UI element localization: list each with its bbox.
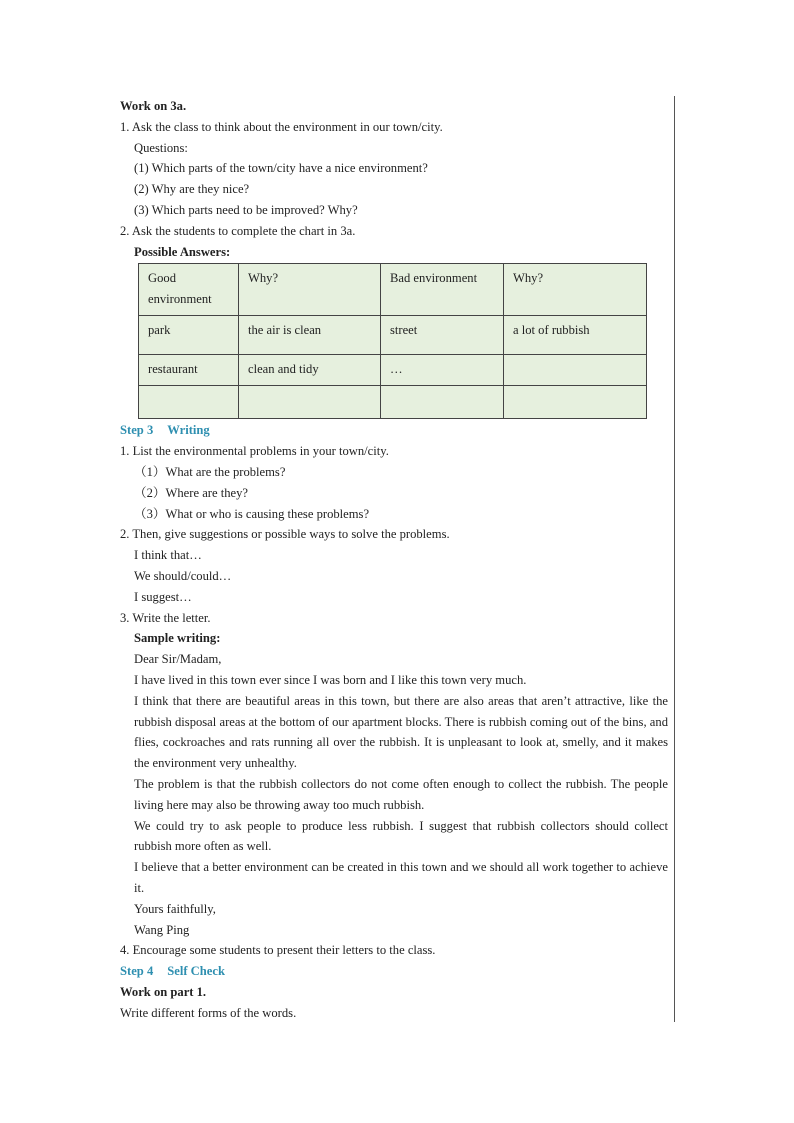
phrase-2: We should/could… [134, 568, 232, 583]
questions-label: Questions: [134, 140, 188, 155]
chart-header-cell: Why? [239, 264, 381, 316]
item-1: 1. Ask the class to think about the environment in our town/city. [120, 119, 443, 134]
phrase-1: I think that… [134, 548, 202, 563]
step3-heading [120, 420, 668, 441]
step3-sub-1: （1）What are the problems? [134, 464, 286, 479]
chart-cell [381, 386, 504, 419]
sample-writing-label: Sample writing: [134, 631, 221, 646]
chart-row [139, 355, 647, 386]
item-2: 2. Ask the students to complete the chart in 3a. [120, 223, 356, 238]
chart-cell [504, 355, 647, 386]
step3-title: Writing [167, 423, 210, 438]
chart-header-cell: Good environment [139, 264, 239, 316]
chart-row [139, 316, 647, 355]
step3-item-3: 3. Write the letter. [120, 610, 211, 625]
chart-cell [139, 386, 239, 419]
step4-label: Step 4 [120, 964, 154, 979]
letter-paragraph: The problem is that the rubbish collectors do not come often enough to collect the rubbish. The people living here may also be throwing away too much rubbish. [134, 776, 668, 812]
question-2: (2) Why are they nice? [134, 182, 250, 197]
letter-paragraph: We could try to ask people to produce less rubbish. I suggest that rubbish collectors should collect rubbish more often as well. [134, 818, 668, 854]
chart-cell: restaurant [139, 355, 239, 386]
step3-sub-3: （3）What or who is causing these problems? [134, 506, 370, 521]
letter-greeting: Dear Sir/Madam, [134, 652, 222, 667]
question-3: (3) Which parts need to be improved? Why? [134, 202, 358, 217]
chart-cell: the air is clean [239, 316, 381, 355]
possible-answers-label: Possible Answers: [134, 244, 231, 259]
letter-paragraph: I think that there are beautiful areas in this town, but there are also areas that aren’t attractive, like the rubbish disposal areas at the bottom of our apartment blocks. There is rubbish coming out of the bins, and flies, cockroaches and rats running all over the rubbish. It is unpleasant to look at, smelly, and it makes the environment very unhealthy. [134, 693, 668, 771]
chart-cell: clean and tidy [239, 355, 381, 386]
step3-item-2: 2. Then, give suggestions or possible ways to solve the problems. [120, 527, 450, 542]
section-title: Work on 3a. [120, 99, 187, 113]
chart-cell [504, 386, 647, 419]
chart-cell: … [381, 355, 504, 386]
letter-paragraph: I believe that a better environment can be created in this town and we should all work together to achieve it. [134, 860, 668, 895]
answer-chart [138, 263, 647, 419]
phrase-3: I suggest… [134, 589, 192, 604]
step3-sub-2: （2）Where are they? [134, 485, 248, 500]
chart-cell [239, 386, 381, 419]
step3-item-4: 4. Encourage some students to present their letters to the class. [120, 943, 436, 958]
question-1: (1) Which parts of the town/city have a nice environment? [134, 161, 428, 176]
step4-title: Self Check [167, 964, 225, 979]
letter-signature: Wang Ping [134, 922, 190, 937]
step3-label: Step 3 [120, 423, 154, 438]
chart-header-cell: Why? [504, 264, 647, 316]
work-on-part1: Work on part 1. [120, 984, 207, 999]
chart-cell: street [381, 316, 504, 355]
chart-cell: a lot of rubbish [504, 316, 647, 355]
chart-cell: park [139, 316, 239, 355]
self-check-instruction: Write different forms of the words. [120, 1005, 297, 1020]
chart-header-row [139, 264, 647, 316]
letter-paragraph: I have lived in this town ever since I was born and I like this town very much. [134, 672, 527, 687]
letter-closing: Yours faithfully, [134, 901, 216, 916]
chart-header-cell: Bad environment [381, 264, 504, 316]
margin-rule [674, 96, 675, 1022]
chart-row [139, 386, 647, 419]
step4-heading [120, 961, 668, 982]
lesson-content [120, 96, 668, 1023]
step3-item-1: 1. List the environmental problems in your town/city. [120, 444, 389, 459]
